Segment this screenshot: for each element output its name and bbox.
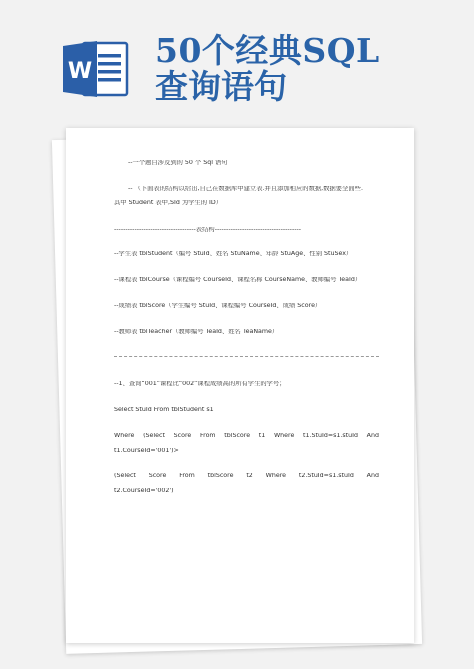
sql-token: Where [273,433,295,439]
question-1: --1、查询“001”课程比“002”课程成绩高的所有学生的学号； [114,381,286,387]
sql-token: t2.StuId=s1.stuId [298,473,354,479]
sql-token: t2 [246,473,253,479]
word-doc-icon [63,40,129,98]
header [0,0,474,118]
sql-token: From [179,473,195,479]
sql-token: Score [173,433,192,439]
sql-token: And [366,473,379,479]
table-course-def: --课程表 tblCourse（课程编号 CourseId、课程名称 CourseName、教师编号 TeaId） [114,277,362,283]
table-student-def: --学生表 tblStudent（编号 StuId、姓名 StuName、年龄 StuAge、性别 StuSex） [114,251,353,257]
svg-text:W: W [67,59,93,84]
sql-token: Score [148,473,167,479]
sql-token: (Select [143,433,165,439]
document-page [66,128,414,643]
sql-where-line-1-cont: t1.CourseId='001')> [114,448,179,454]
table-score-def: --成绩表 tblScore（学生编号 StuId、课程编号 CourseId、成绩 Score） [114,303,322,309]
divider-rule [114,356,379,357]
document-title-line-2: 查询语句 [155,67,287,106]
sql-token: Where [114,433,135,439]
structure-heading: ------------------------------------表结构-------------------------------------- [114,227,302,233]
sql-token: t1 [258,433,266,439]
table-teacher-def: --教师表 tblTeacher（教师编号 TeaId、姓名 TeaName） [114,329,279,335]
sql-where-line-2 [114,473,379,479]
intro-comment: --一个题目涉及到的 50 个 Sql 语句 [128,160,228,166]
intro-note-line-1: -- （下面表的结构以给出,自己在数据库中建立表.并且添加相应的数据,数据要全面些. [128,186,363,192]
sql-token: (Select [114,473,136,479]
sql-where-line-1 [114,433,379,439]
sql-token: tblScore [224,433,251,439]
document-title-line-1: 50个经典SQL [155,31,380,70]
sql-token: From [199,433,216,439]
sql-token: Where [265,473,287,479]
sql-where-line-2-cont: t2.CourseId='002') [114,488,174,494]
sql-token: t1.StuId=s1.stuId [303,433,358,439]
sql-token: And [366,433,379,439]
sql-token: tblScore [207,473,234,479]
sql-select-line: Select StuId From tblStudent s1 [114,407,214,413]
intro-note-line-2: 其中 Student 表中,SId 为学生的 ID） [114,200,223,206]
